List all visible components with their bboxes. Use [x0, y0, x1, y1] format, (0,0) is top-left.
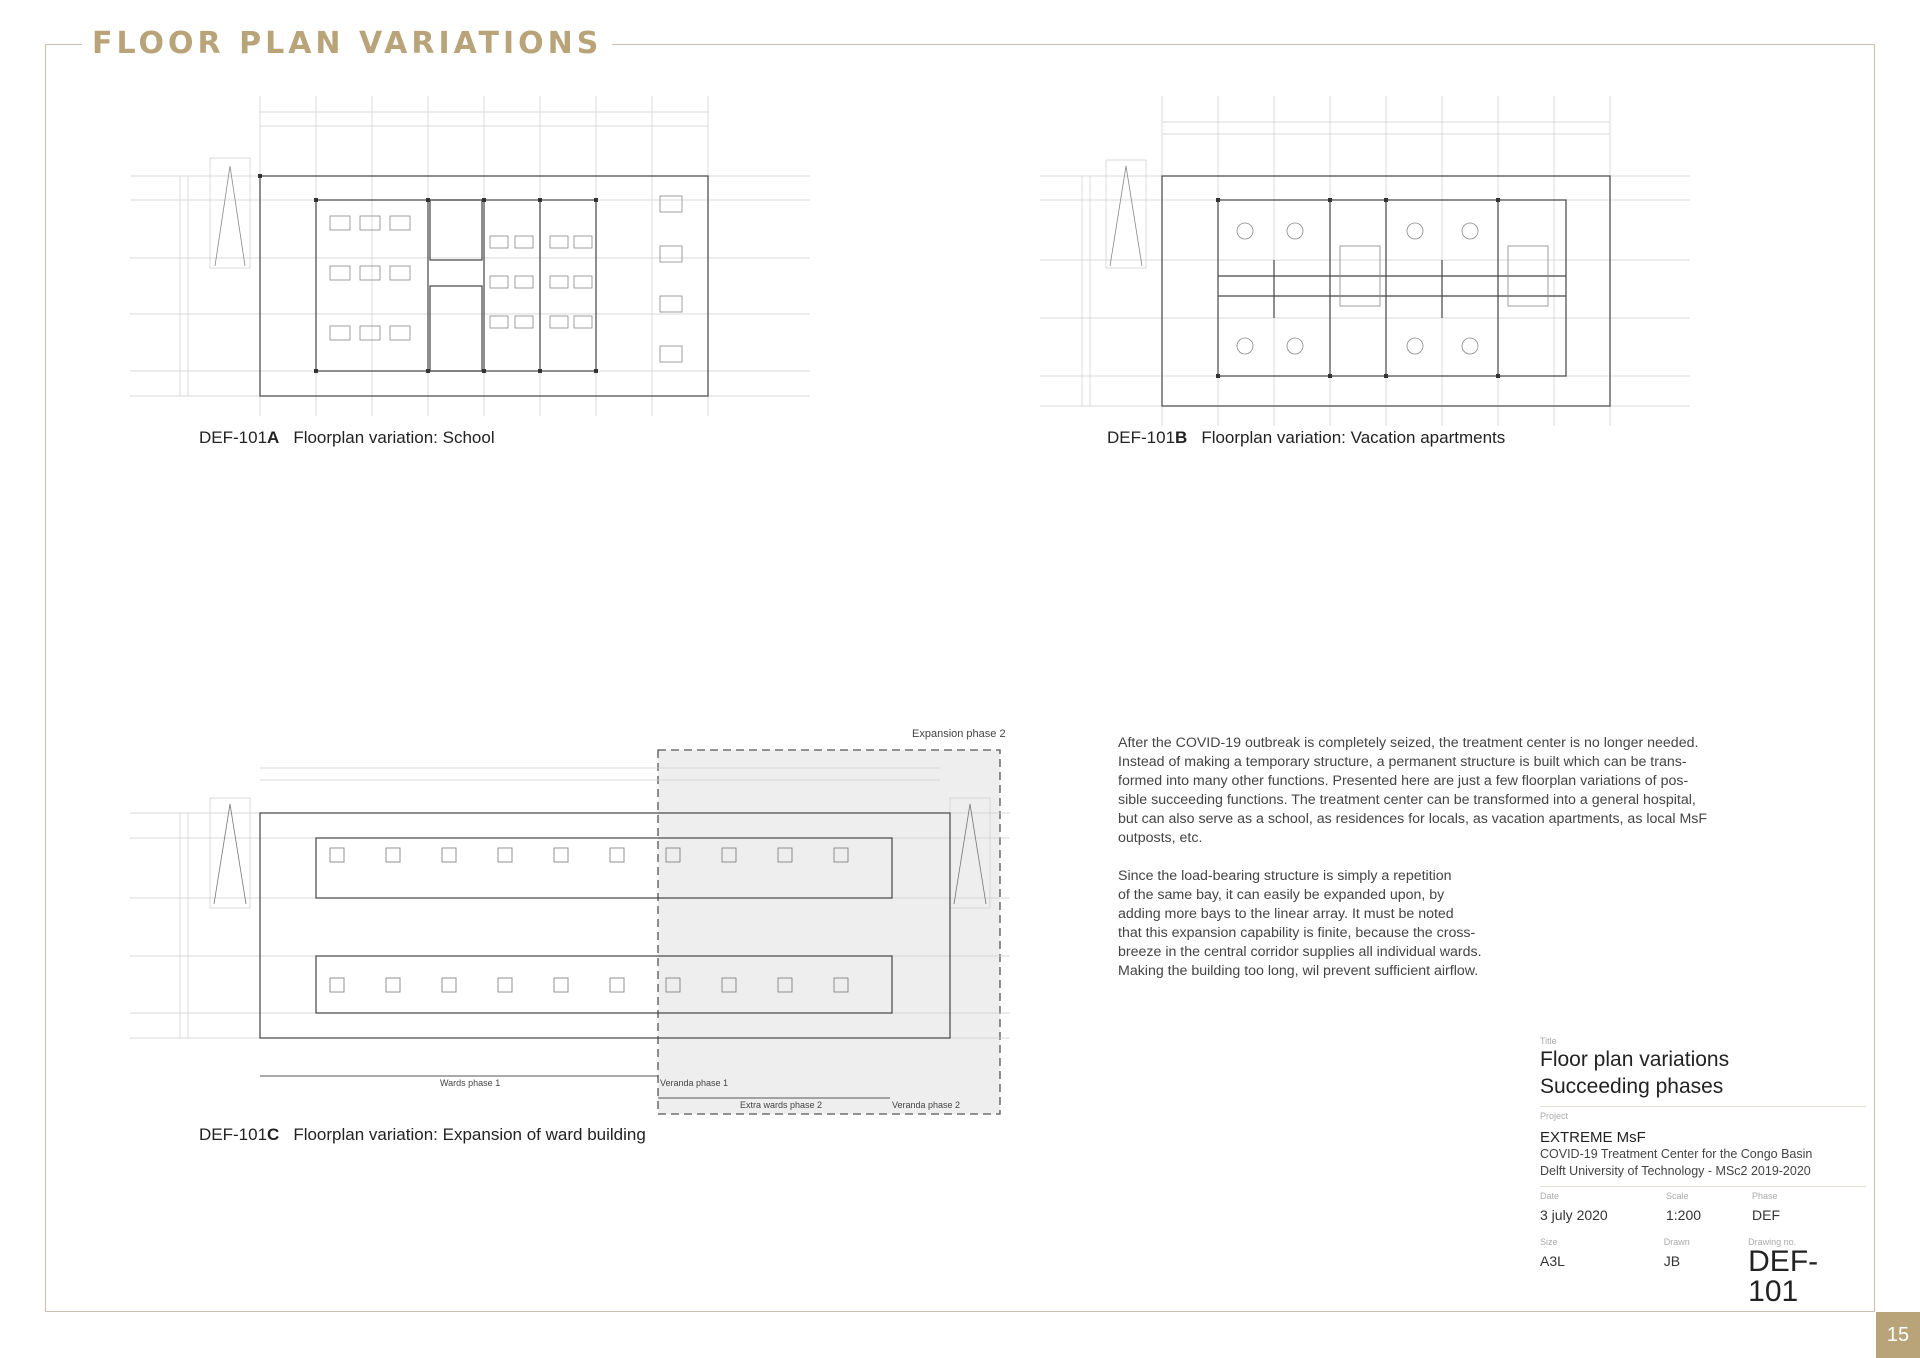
floorplan-a [130, 86, 830, 416]
caption-b-text: Floorplan variation: Vacation apartments [1201, 428, 1506, 447]
scale-cell [1666, 1191, 1752, 1223]
phase-label: Phase [1752, 1191, 1778, 1201]
veranda-phase2-label: Veranda phase 2 [892, 1100, 961, 1110]
size-value: A3L [1540, 1253, 1565, 1269]
caption-c [199, 1125, 646, 1145]
date-value: 3 july 2020 [1540, 1207, 1608, 1223]
title-block-divider [1540, 1186, 1866, 1187]
scale-label: Scale [1666, 1191, 1689, 1201]
drawing-no-value: DEF-101 [1748, 1245, 1819, 1308]
extra-wards-phase2-label: Extra wards phase 2 [740, 1100, 823, 1110]
caption-a-code: DEF-101A [199, 428, 280, 447]
project-line-2: Delft University of Technology - MSc2 2019-2020 [1540, 1164, 1811, 1178]
floorplan-b [1040, 86, 1740, 426]
floorplan-c-drawing [130, 728, 1010, 1118]
title-label: Title [1540, 1036, 1557, 1046]
size-cell [1540, 1237, 1664, 1307]
caption-a-text: Floorplan variation: School [293, 428, 495, 447]
drawing-title-line2: Succeeding phases [1540, 1075, 1724, 1098]
description-paragraph-2: Since the load-bearing structure is simply a repetition of the same bay, it can easily be expanded upon, by adding more bays to the linear array. It must be noted that this expansion capability is finite, because the cross- breeze in the central corridor supplies all individual wards. Making the building too long, wil prevent sufficient airflow. [1118, 868, 1482, 979]
drawing-no-cell [1748, 1237, 1866, 1307]
title-block-divider [1540, 1106, 1866, 1107]
description-paragraph-1: After the COVID-19 outbreak is completely seized, the treatment center is no longer needed. Instead of making a temporary structure, a permanent structure is built which can be trans- formed into many other functions. Presented here are just a few floorplan variations of pos- sible succeeding functions. The treatment center can be transformed into a general hospital, but can also serve as a school, as residences for locals, as vacation apartments, as local MsF outposts, etc. [1118, 735, 1708, 846]
project-label: Project [1540, 1111, 1569, 1121]
drawn-cell [1664, 1237, 1748, 1307]
drawn-value: JB [1663, 1253, 1681, 1269]
caption-b [1107, 428, 1505, 448]
caption-b-code: DEF-101B [1107, 428, 1188, 447]
meta-row-1 [1540, 1191, 1866, 1223]
floorplan-a-drawing [130, 86, 830, 416]
phase-value: DEF [1752, 1207, 1780, 1223]
scale-value: 1:200 [1666, 1207, 1702, 1223]
page-title-wrap [82, 22, 612, 66]
wards-phase1-label: Wards phase 1 [440, 1078, 501, 1088]
drawing-title-line1: Floor plan variations [1540, 1048, 1730, 1071]
veranda-phase1-label: Veranda phase 1 [660, 1078, 729, 1088]
page-title: FLOOR PLAN VARIATIONS [92, 26, 603, 61]
meta-row-2 [1540, 1237, 1866, 1307]
page-number: 15 [1876, 1312, 1920, 1358]
phase-cell [1752, 1191, 1780, 1223]
description-text [1118, 734, 1758, 1000]
floorplan-b-drawing [1040, 86, 1740, 426]
date-label: Date [1540, 1191, 1560, 1201]
project-name: EXTREME MsF [1540, 1129, 1646, 1146]
project-line-1: COVID-19 Treatment Center for the Congo Basin [1540, 1147, 1813, 1161]
title-block [1540, 1036, 1866, 1307]
floorplan-c [130, 728, 1010, 1118]
size-label: Size [1540, 1237, 1558, 1247]
drawing-no-label: Drawing no. [1748, 1237, 1797, 1247]
date-cell [1540, 1191, 1666, 1223]
caption-a [199, 428, 495, 448]
drawn-label: Drawn [1663, 1237, 1690, 1247]
caption-c-code: DEF-101C [199, 1125, 280, 1144]
caption-c-text: Floorplan variation: Expansion of ward building [293, 1125, 646, 1144]
expansion-phase2-label: Expansion phase 2 [912, 728, 1006, 740]
